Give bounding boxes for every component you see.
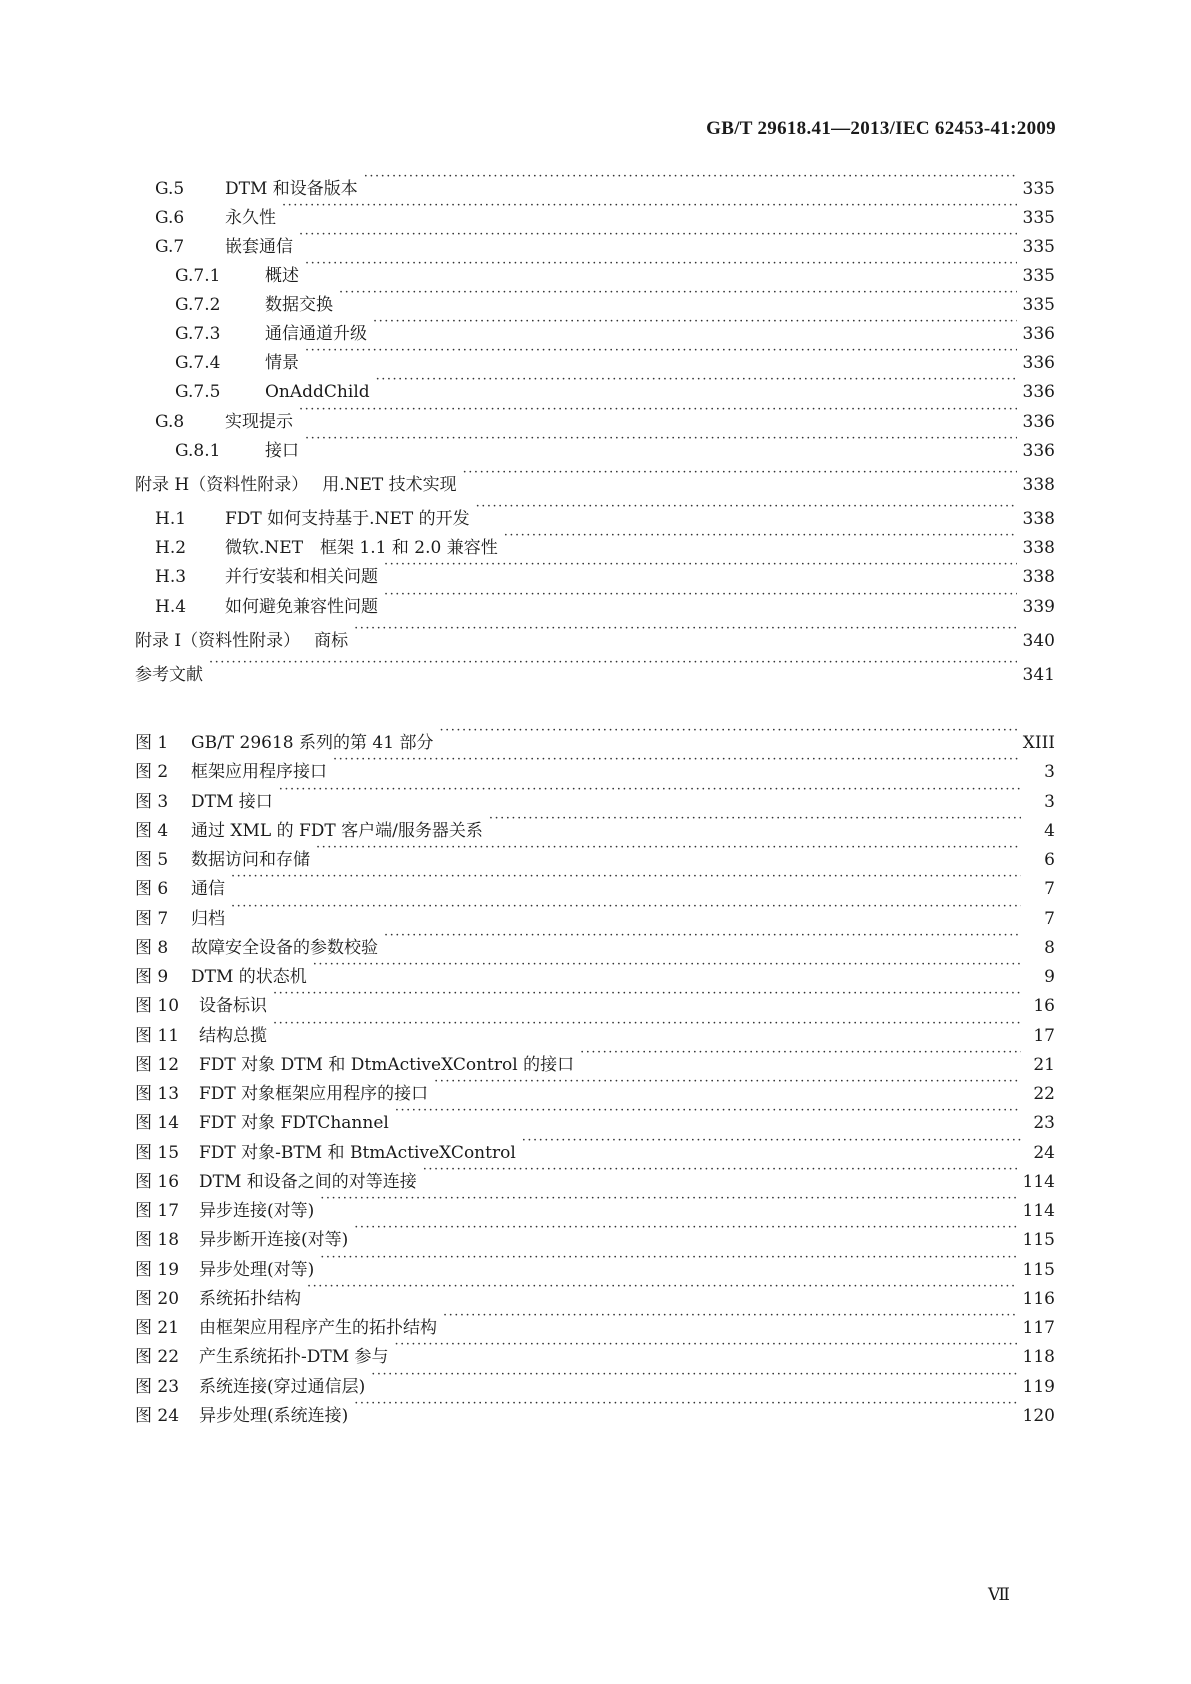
entry-title: 通信通道升级 — [265, 324, 367, 344]
dot-leader — [313, 956, 1021, 982]
entry-number: H.3 — [155, 567, 187, 587]
dot-leader — [320, 1249, 1016, 1275]
dot-leader — [273, 985, 1021, 1011]
entry-title: FDT 对象框架应用程序的接口 — [199, 1084, 429, 1104]
entry-page: 115 — [1022, 1260, 1055, 1280]
figure-entry[interactable] — [135, 1366, 1055, 1397]
entry-number: 图 22 — [135, 1347, 180, 1367]
dot-leader — [373, 313, 1017, 339]
entry-number: G.5 — [155, 179, 185, 199]
entry-page: 17 — [1033, 1026, 1055, 1046]
entry-page: 115 — [1022, 1230, 1055, 1250]
entry-page: 338 — [1022, 509, 1055, 529]
entry-title: 通过 XML 的 FDT 客户端/服务器关系 — [191, 821, 483, 841]
dot-leader — [299, 226, 1017, 252]
entry-title: 由框架应用程序产生的拓扑结构 — [199, 1318, 437, 1338]
dot-leader — [423, 1161, 1017, 1187]
dot-leader — [489, 810, 1021, 836]
entry-number: 图 6 — [135, 879, 169, 899]
entry-number: 附录 H（资料性附录） — [135, 475, 309, 495]
entry-page: 6 — [1044, 850, 1055, 870]
entry-title: 异步处理(对等) — [199, 1260, 315, 1280]
entry-page: 118 — [1022, 1347, 1055, 1367]
dot-leader — [371, 1366, 1016, 1392]
entry-title: 并行安装和相关问题 — [225, 567, 378, 587]
entry-title: 结构总揽 — [199, 1026, 267, 1046]
dot-leader — [504, 527, 1017, 553]
toc-entry[interactable] — [135, 197, 1055, 228]
dot-leader — [333, 751, 1021, 777]
dot-leader — [384, 927, 1021, 953]
entry-page: 338 — [1022, 538, 1055, 558]
entry-title: 概述 — [265, 266, 299, 286]
dot-leader — [522, 1132, 1021, 1158]
toc-entry[interactable] — [135, 168, 1055, 199]
entry-page: 335 — [1022, 237, 1055, 257]
entry-page: 4 — [1044, 821, 1055, 841]
entry-title: 系统拓扑结构 — [199, 1289, 301, 1309]
entry-title: 数据交换 — [265, 295, 333, 315]
figure-entry[interactable] — [135, 1161, 1055, 1192]
figure-entry[interactable] — [135, 810, 1055, 841]
entry-page: 116 — [1022, 1289, 1055, 1309]
toc-entry[interactable] — [135, 401, 1055, 432]
entry-title: 永久性 — [225, 208, 276, 228]
figure-entry[interactable] — [135, 1278, 1055, 1309]
entry-number: H.4 — [155, 597, 187, 617]
entry-title: FDT 如何支持基于.NET 的开发 — [225, 509, 470, 529]
entry-number: 图 17 — [135, 1201, 180, 1221]
entry-number: G.7.5 — [175, 382, 221, 402]
dot-leader — [443, 1307, 1017, 1333]
entry-number: G.7.3 — [175, 324, 221, 344]
entry-page: 24 — [1033, 1143, 1055, 1163]
entry-page: 117 — [1022, 1318, 1055, 1338]
entry-title: GB/T 29618 系列的第 41 部分 — [191, 733, 434, 753]
entry-title: OnAddChild — [265, 382, 370, 402]
entry-title: 设备标识 — [199, 996, 267, 1016]
entry-number: 图 10 — [135, 996, 180, 1016]
entry-number: 参考文献 — [135, 665, 203, 685]
toc-entry[interactable] — [135, 556, 1055, 587]
entry-title: 异步断开连接(对等) — [199, 1230, 349, 1250]
dot-leader — [354, 1219, 1016, 1245]
figure-entry[interactable] — [135, 839, 1055, 870]
figure-entry[interactable] — [135, 751, 1055, 782]
entry-title: 嵌套通信 — [225, 237, 293, 257]
figure-entry[interactable] — [135, 1395, 1055, 1426]
entry-page: 335 — [1022, 295, 1055, 315]
entry-number: G.7.4 — [175, 353, 221, 373]
entry-page: 7 — [1044, 909, 1055, 929]
dot-leader — [305, 342, 1017, 368]
dot-leader — [364, 168, 1017, 194]
figure-entry[interactable] — [135, 1249, 1055, 1280]
entry-title: DTM 的状态机 — [191, 967, 307, 987]
entry-page: 340 — [1022, 631, 1055, 651]
dot-leader — [339, 284, 1017, 310]
entry-page: 341 — [1022, 665, 1055, 685]
entry-title: 异步处理(系统连接) — [199, 1406, 349, 1426]
entry-title: 产生系统拓扑-DTM 参与 — [199, 1347, 389, 1367]
dot-leader — [476, 498, 1017, 524]
entry-number: 图 15 — [135, 1143, 180, 1163]
entry-title: 用.NET 技术实现 — [322, 475, 457, 495]
toc-entry[interactable] — [135, 527, 1055, 558]
entry-number: 图 24 — [135, 1406, 180, 1426]
entry-number: G.7.2 — [175, 295, 221, 315]
entry-number: H.2 — [155, 538, 187, 558]
figure-entry[interactable] — [135, 1336, 1055, 1367]
dot-leader — [395, 1336, 1017, 1362]
figure-entry[interactable] — [135, 1015, 1055, 1046]
entry-number: 图 11 — [135, 1026, 180, 1046]
entry-number: 图 2 — [135, 762, 169, 782]
figure-entry[interactable] — [135, 927, 1055, 958]
entry-page: 336 — [1022, 412, 1055, 432]
entry-number: 图 9 — [135, 967, 169, 987]
entry-title: 异步连接(对等) — [199, 1201, 315, 1221]
dot-leader — [316, 839, 1021, 865]
entry-page: 336 — [1022, 441, 1055, 461]
figure-entry[interactable] — [135, 956, 1055, 987]
entry-page: 335 — [1022, 266, 1055, 286]
entry-title: DTM 和设备之间的对等连接 — [199, 1172, 417, 1192]
dot-leader — [439, 722, 1016, 748]
toc-entry[interactable] — [135, 620, 1055, 651]
entry-page: 114 — [1022, 1172, 1055, 1192]
dot-leader — [376, 371, 1017, 397]
figure-entry[interactable] — [135, 1102, 1055, 1133]
figure-entry[interactable] — [135, 985, 1055, 1016]
entry-number: 图 16 — [135, 1172, 180, 1192]
entry-page: 3 — [1044, 792, 1055, 812]
entry-number: 图 7 — [135, 909, 169, 929]
entry-page: 9 — [1044, 967, 1055, 987]
entry-page: 338 — [1022, 567, 1055, 587]
dot-leader — [463, 464, 1017, 490]
dot-leader — [209, 654, 1017, 680]
entry-page: 336 — [1022, 324, 1055, 344]
entry-page: 335 — [1022, 179, 1055, 199]
entry-number: 附录 I（资料性附录） — [135, 631, 301, 651]
entry-title: DTM 和设备版本 — [225, 179, 358, 199]
entry-number: 图 8 — [135, 938, 169, 958]
entry-number: 图 5 — [135, 850, 169, 870]
dot-leader — [395, 1102, 1021, 1128]
entry-title: 商标 — [314, 631, 349, 651]
dot-leader — [305, 430, 1017, 456]
dot-leader — [580, 1044, 1021, 1070]
dot-leader — [305, 255, 1017, 281]
figure-entry[interactable] — [135, 898, 1055, 929]
toc-entry[interactable] — [135, 284, 1055, 315]
toc-entry[interactable] — [135, 654, 1055, 685]
toc-entry[interactable] — [135, 430, 1055, 461]
figure-entry[interactable] — [135, 1073, 1055, 1104]
entry-title: DTM 接口 — [191, 792, 273, 812]
entry-title: FDT 对象 DTM 和 DtmActiveXControl 的接口 — [199, 1055, 575, 1075]
entry-number: G.6 — [155, 208, 185, 228]
entry-title: 通信 — [191, 879, 225, 899]
toc-entry[interactable] — [135, 342, 1055, 373]
dot-leader — [273, 1015, 1021, 1041]
entry-page: 8 — [1044, 938, 1055, 958]
figure-entry[interactable] — [135, 1190, 1055, 1221]
entry-number: G.7.1 — [175, 266, 221, 286]
entry-title: 数据访问和存储 — [191, 850, 310, 870]
dot-leader — [231, 868, 1021, 894]
entry-number: H.1 — [155, 509, 187, 529]
dot-leader — [384, 586, 1017, 612]
entry-number: G.8 — [155, 412, 185, 432]
entry-number: G.7 — [155, 237, 185, 257]
entry-title: 故障安全设备的参数校验 — [191, 938, 378, 958]
entry-page: 23 — [1033, 1113, 1055, 1133]
figure-entry[interactable] — [135, 1307, 1055, 1338]
toc-entry[interactable] — [135, 226, 1055, 257]
toc-entry[interactable] — [135, 371, 1055, 402]
entry-title: 实现提示 — [225, 412, 293, 432]
toc-entry[interactable] — [135, 313, 1055, 344]
entry-number: 图 19 — [135, 1260, 180, 1280]
entry-number: 图 3 — [135, 792, 169, 812]
figure-entry[interactable] — [135, 1044, 1055, 1075]
entry-number: 图 13 — [135, 1084, 180, 1104]
dot-leader — [434, 1073, 1021, 1099]
entry-page: 7 — [1044, 879, 1055, 899]
entry-page: 336 — [1022, 353, 1055, 373]
entry-title: 如何避免兼容性问题 — [225, 597, 378, 617]
entry-number: 图 4 — [135, 821, 169, 841]
entry-page: 120 — [1022, 1406, 1055, 1426]
entry-page: 22 — [1033, 1084, 1055, 1104]
entry-number: 图 20 — [135, 1289, 180, 1309]
entry-title: 微软.NET 框架 1.1 和 2.0 兼容性 — [225, 538, 498, 558]
entry-title: 系统连接(穿过通信层) — [199, 1377, 366, 1397]
toc-entry[interactable] — [135, 586, 1055, 617]
entry-number: 图 21 — [135, 1318, 180, 1338]
entry-page: 336 — [1022, 382, 1055, 402]
entry-number: G.8.1 — [175, 441, 221, 461]
dot-leader — [384, 556, 1017, 582]
figure-entry[interactable] — [135, 781, 1055, 812]
dot-leader — [282, 197, 1017, 223]
entry-number: 图 23 — [135, 1377, 180, 1397]
entry-page: 21 — [1033, 1055, 1055, 1075]
entry-number: 图 14 — [135, 1113, 180, 1133]
entry-page: 335 — [1022, 208, 1055, 228]
dot-leader — [279, 781, 1021, 807]
entry-page: 16 — [1033, 996, 1055, 1016]
dot-leader — [320, 1190, 1016, 1216]
entry-title: 接口 — [265, 441, 299, 461]
dot-leader — [299, 401, 1017, 427]
entry-page: 3 — [1044, 762, 1055, 782]
entry-page: 119 — [1022, 1377, 1055, 1397]
entry-page: XIII — [1022, 733, 1055, 753]
page-number: Ⅶ — [988, 1585, 1010, 1605]
entry-number: 图 12 — [135, 1055, 180, 1075]
figure-entry[interactable] — [135, 868, 1055, 899]
toc-entry[interactable] — [135, 255, 1055, 286]
entry-title: 框架应用程序接口 — [191, 762, 327, 782]
entry-title: FDT 对象-BTM 和 BtmActiveXControl — [199, 1143, 516, 1163]
entry-page: 114 — [1022, 1201, 1055, 1221]
figure-entry[interactable] — [135, 1132, 1055, 1163]
entry-title: 归档 — [191, 909, 225, 929]
dot-leader — [231, 898, 1021, 924]
entry-page: 338 — [1022, 475, 1055, 495]
entry-title: FDT 对象 FDTChannel — [199, 1113, 389, 1133]
document-code-header: GB/T 29618.41—2013/IEC 62453-41:2009 — [706, 118, 1056, 139]
toc-entry[interactable] — [135, 464, 1055, 495]
entry-number: 图 1 — [135, 733, 169, 753]
entry-title: 情景 — [265, 353, 299, 373]
dot-leader — [354, 1395, 1016, 1421]
dot-leader — [354, 620, 1016, 646]
entry-number: 图 18 — [135, 1230, 180, 1250]
figure-entry[interactable] — [135, 722, 1055, 753]
dot-leader — [307, 1278, 1017, 1304]
toc-entry[interactable] — [135, 498, 1055, 529]
entry-page: 339 — [1022, 597, 1055, 617]
figure-entry[interactable] — [135, 1219, 1055, 1250]
